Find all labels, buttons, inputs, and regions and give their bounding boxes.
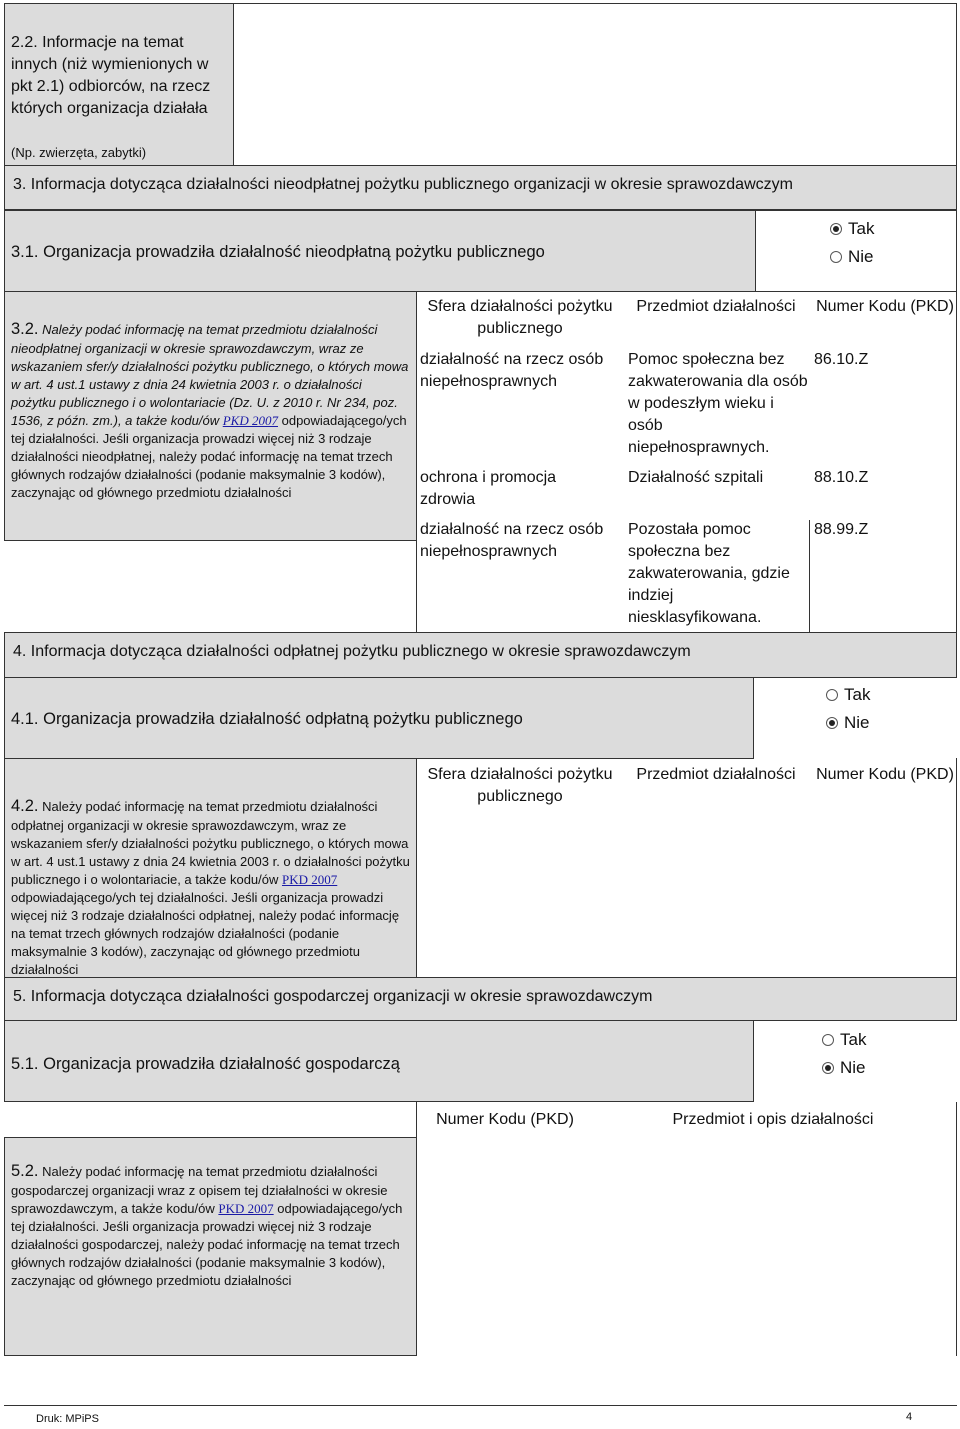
section-4-1-text: 4.1. Organizacja prowadziła działalność odpłatną pożytku publicznego xyxy=(11,710,523,728)
section-5-2-text xyxy=(11,1160,410,1290)
section-2-2-note: (Np. zwierzęta, zabytki) xyxy=(11,145,147,160)
table-divider xyxy=(416,291,417,633)
radio-3-1-tak[interactable] xyxy=(830,215,956,243)
radio-5-1-nie[interactable] xyxy=(822,1054,957,1082)
section-3-2-text-b: odpowiadającego/ych tej działalności. Jeśli organizacja prowadzi więcej niż 3 rodzaje działalności nieodpłatnej, należy podać informację na temat trzech głównych rodzajów działalności (podanie maksymalnie 3 kodów), zaczynając od głównego przedmiotu działalności xyxy=(11,413,407,500)
pkd-link[interactable]: PKD 2007 xyxy=(222,413,278,428)
section-3-2-description xyxy=(4,291,417,541)
section-4-header: 4. Informacja dotycząca działalności odpłatnej pożytku publicznego w okresie sprawozdawczym xyxy=(4,632,957,678)
table-row-3-sfera[interactable]: działalność na rzecz osób niepełnosprawnych xyxy=(420,521,604,560)
section-4-2-description xyxy=(4,758,417,978)
radio-unchecked-icon xyxy=(822,1034,834,1046)
radio-4-1-nie[interactable] xyxy=(826,709,957,737)
section-5-header: 5. Informacja dotycząca działalności gospodarczej organizacji w okresie sprawozdawczym xyxy=(4,977,957,1021)
col-kod-header-4: Numer Kodu (PKD) xyxy=(816,766,954,783)
radio-label: Nie xyxy=(840,1058,866,1077)
radio-label: Tak xyxy=(840,1030,867,1049)
table-row-2-kod[interactable]: 88.10.Z xyxy=(814,469,869,486)
section-5-2-text-a: Należy podać informację na temat przedmiotu działalności gospodarczej organizacji wraz z opisem tej działalności w okresie sprawozdawczym, a także kodu/ów xyxy=(11,1164,388,1216)
radio-unchecked-icon xyxy=(830,251,842,263)
footer-print-label: Druk: MPiPS xyxy=(36,1413,99,1425)
section-4-1-options xyxy=(754,677,957,759)
section-4-2-text xyxy=(11,795,410,979)
section-5-1-options xyxy=(754,1020,957,1102)
radio-unchecked-icon xyxy=(826,689,838,701)
table-row-2-przedmiot[interactable]: Działalność szpitali xyxy=(628,469,764,486)
radio-5-1-tak[interactable] xyxy=(822,1026,957,1054)
table-row-2-sfera[interactable]: ochrona i promocja zdrowia xyxy=(420,469,557,508)
table-row-1-przedmiot[interactable]: Pomoc społeczna bez zakwaterowania dla osób w podeszłym wieku i osób niepełnosprawnych. xyxy=(628,351,808,456)
section-3-1-text: 3.1. Organizacja prowadziła działalność nieodpłatną pożytku publicznego xyxy=(11,243,545,261)
col-kod-header-5: Numer Kodu (PKD) xyxy=(436,1111,574,1128)
section-3-1-options xyxy=(755,210,957,292)
col-sfera-header-4: Sfera działalności pożytku publicznego xyxy=(427,766,613,805)
section-2-2-answer[interactable] xyxy=(233,3,957,166)
section-5-2-text-b: odpowiadającego/ych tej działalności. Jeśli organizacja prowadzi więcej niż 3 rodzaje działalności gospodarczej, należy podać informację na temat trzech głównych rodzajów działalności (podanie maksymalnie 3 kodów), zaczynając od głównego przedmiotu działalności xyxy=(11,1201,403,1288)
col-sfera-header: Sfera działalności pożytku publicznego xyxy=(427,298,613,337)
table-divider xyxy=(956,758,957,978)
radio-checked-icon xyxy=(826,717,838,729)
table-row-1-sfera[interactable]: działalność na rzecz osób niepełnosprawnych xyxy=(420,351,604,390)
section-4-2-text-b: odpowiadającego/ych tej działalności. Jeśli organizacja prowadzi więcej niż 3 rodzaje działalności odpłatnej, należy podać informację na temat trzech głównych rodzajów działalności (podanie maksymalnie 3 kodów), zaczynając od głównego przedmiotu działalności xyxy=(11,890,400,977)
section-2-2-title: 2.2. Informacje na temat innych (niż wymienionych w pkt 2.1) odbiorców, na rzecz których organizacja działała xyxy=(11,34,211,117)
section-3-2-number: 3.2. xyxy=(11,320,39,338)
radio-3-1-nie[interactable] xyxy=(830,243,956,271)
section-4-1-question xyxy=(4,677,754,759)
section-5-1-question xyxy=(4,1020,754,1102)
radio-label: Nie xyxy=(844,713,870,732)
col-kod-header: Numer Kodu (PKD) xyxy=(816,298,954,315)
pkd-link[interactable]: PKD 2007 xyxy=(218,1201,274,1216)
col-przedmiot-header-4: Przedmiot działalności xyxy=(636,766,796,783)
page-number: 4 xyxy=(906,1411,913,1423)
radio-label: Tak xyxy=(844,685,871,704)
radio-label: Nie xyxy=(848,247,874,266)
radio-checked-icon xyxy=(822,1062,834,1074)
pkd-link[interactable]: PKD 2007 xyxy=(282,872,338,887)
section-4-2-text-a: Należy podać informację na temat przedmiotu działalności odpłatnej organizacji w okresie sprawozdawczym, wraz ze wskazaniem sfer/y działalności pożytku publicznego, o których mowa w art. 4 ust.1 ustawy z dnia 24 kwietnia 2003 r. o działalności pożytku publicznego i o wolontariacie, a także kodu/ów xyxy=(11,799,410,887)
table-divider xyxy=(956,1102,957,1356)
section-3-2-text-a: Należy podać informację na temat przedmiotu działalności nieodpłatnej organizacji w okresie sprawozdawczym, wraz ze wskazaniem sfer/y działalności pożytku publicznego, o których mowa w art. 4 ust.1 ustawy z dnia 24 kwietnia 2003 r. o działalności pożytku publicznego i o wolontariacie (Dz. U. z 2010 r. Nr 234, poz. 1536, z późn. zm.), a także kodu/ów xyxy=(11,322,409,428)
section-5-2-description xyxy=(4,1137,417,1356)
section-3-header: 3. Informacja dotycząca działalności nieodpłatnej pożytku publicznego organizacji w okresie sprawozdawczym xyxy=(4,165,957,210)
table-divider xyxy=(956,291,957,633)
footer-rule xyxy=(4,1405,957,1406)
section-5-1-text: 5.1. Organizacja prowadziła działalność gospodarczą xyxy=(11,1055,400,1073)
section-3-2-text xyxy=(11,318,410,502)
col-opis-header-5: Przedmiot i opis działalności xyxy=(672,1111,874,1128)
section-5-2-number: 5.2. xyxy=(11,1162,39,1180)
section-2-2-label xyxy=(4,3,234,166)
col-przedmiot-header: Przedmiot działalności xyxy=(636,298,796,315)
radio-label: Tak xyxy=(848,219,875,238)
table-divider xyxy=(809,520,810,633)
section-3-1-question xyxy=(4,210,756,292)
section-4-2-number: 4.2. xyxy=(11,797,39,815)
table-row-3-kod[interactable]: 88.99.Z xyxy=(814,521,869,538)
table-row-3-przedmiot[interactable]: Pozostała pomoc społeczna bez zakwaterowania, gdzie indziej niesklasyfikowana. xyxy=(628,521,790,626)
table-divider xyxy=(416,1102,417,1137)
radio-checked-icon xyxy=(830,223,842,235)
table-row-1-kod[interactable]: 86.10.Z xyxy=(814,351,869,368)
radio-4-1-tak[interactable] xyxy=(826,681,957,709)
